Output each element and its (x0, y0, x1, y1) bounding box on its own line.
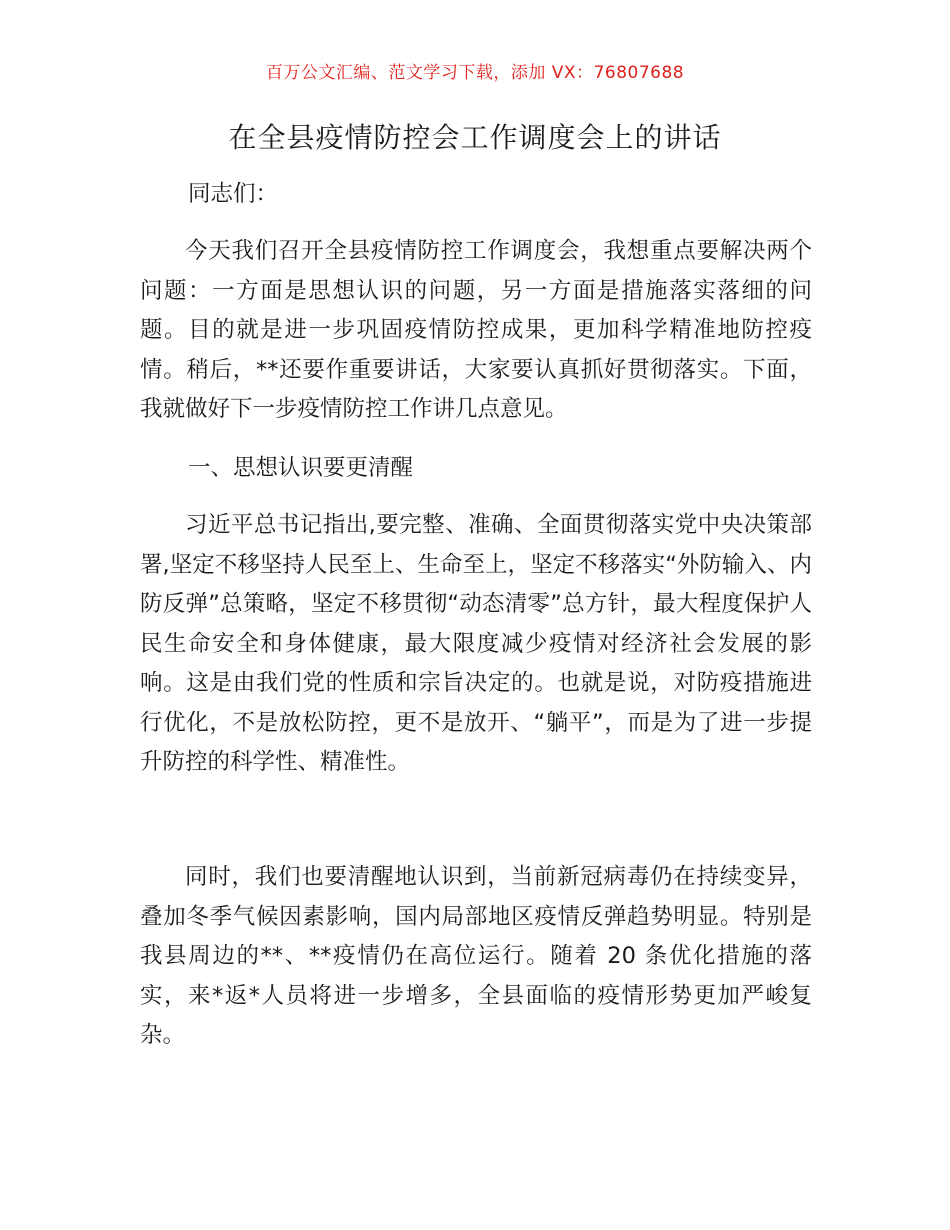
section-heading: 一、思想认识要更清醒 (188, 455, 414, 481)
document-title: 在全县疫情防控会工作调度会上的讲话 (228, 121, 722, 154)
paragraph-directive: 习近平总书记指出,要完整、准确、全面贯彻落实党中央决策部署,坚定不移坚持人民至上、生命至上，坚定不移落实“外防输入、内防反弹”总策略，坚定不移贯彻“动态清零”总方针，最大程度保护人民生命安全和身体健康，最大限度减少疫情对经济社会发展的影响。这是由我们党的性质和宗旨决定的。也就是说，对防疫措施进行优化，不是放松防控，更不是放开、“躺平”，而是为了进一步提升防控的科学性、精准性。 (140, 512, 812, 775)
paragraph-intro: 今天我们召开全县疫情防控工作调度会，我想重点要解决两个问题：一方面是思想认识的问题，另一方面是措施落实落细的问题。目的就是进一步巩固疫情防控成果，更加科学精准地防控疫情。稍后，**还要作重要讲话，大家要认真抓好贯彻落实。下面，我就做好下一步疫情防控工作讲几点意见。 (140, 238, 812, 422)
salutation: 同志们： (188, 181, 279, 207)
paragraph-situation: 同时，我们也要清醒地认识到，当前新冠病毒仍在持续变异，叠加冬季气候因素影响，国内局部地区疫情反弹趋势明显。特别是我县周边的**、**疫情仍在高位运行。随着 20 条优化措施的落实，来*返*人员将进一步增多，全县面临的疫情形势更加严峻复杂。 (140, 864, 812, 1048)
promo-header-text: 百万公文汇编、范文学习下载，添加 VX：76807688 (265, 63, 685, 83)
